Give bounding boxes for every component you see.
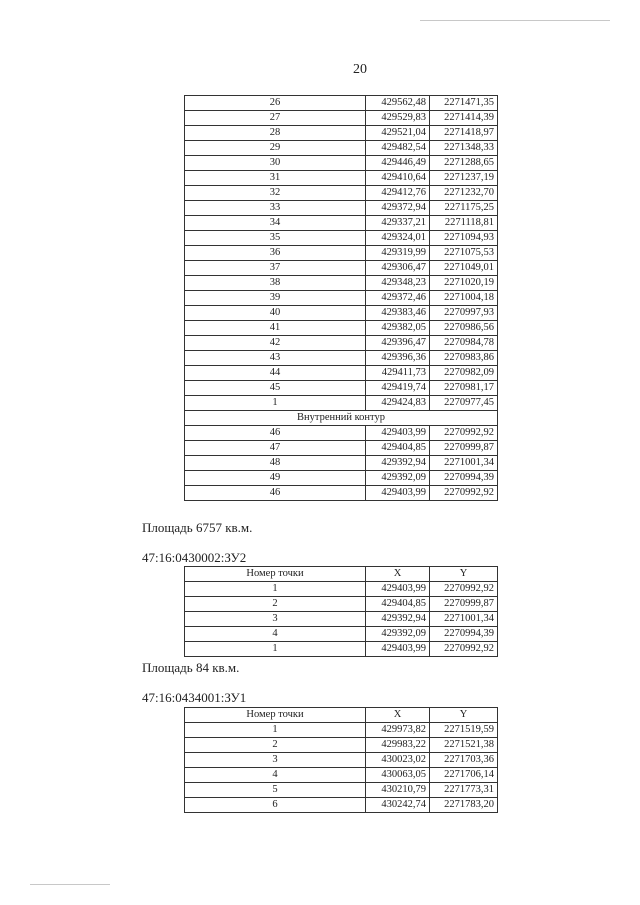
coordinates-table-zu1 xyxy=(184,707,498,813)
y-coordinate: 2271519,59 xyxy=(430,723,498,738)
coordinates-table xyxy=(184,95,498,501)
y-coordinate: 2270977,45 xyxy=(430,396,498,411)
x-coordinate: 429403,99 xyxy=(366,486,430,501)
y-coordinate: 2271118,81 xyxy=(430,216,498,231)
x-coordinate: 429372,46 xyxy=(366,291,430,306)
point-number: 35 xyxy=(185,231,366,246)
y-coordinate: 2270999,87 xyxy=(430,441,498,456)
x-coordinate: 430023,02 xyxy=(366,753,430,768)
point-number: 45 xyxy=(185,381,366,396)
point-number: 48 xyxy=(185,456,366,471)
table-row xyxy=(185,441,498,456)
point-number: 2 xyxy=(185,738,366,753)
y-coordinate: 2271288,65 xyxy=(430,156,498,171)
table-row xyxy=(185,261,498,276)
x-coordinate: 429396,36 xyxy=(366,351,430,366)
table-row xyxy=(185,141,498,156)
y-coordinate: 2271237,19 xyxy=(430,171,498,186)
y-coordinate: 2270992,92 xyxy=(430,426,498,441)
table-row xyxy=(185,216,498,231)
x-coordinate: 429404,85 xyxy=(366,441,430,456)
x-coordinate: 429411,73 xyxy=(366,366,430,381)
y-coordinate: 2271703,36 xyxy=(430,753,498,768)
x-coordinate: 429382,05 xyxy=(366,321,430,336)
point-number: 26 xyxy=(185,96,366,111)
table-row xyxy=(185,582,498,597)
y-coordinate: 2271049,01 xyxy=(430,261,498,276)
table-row xyxy=(185,456,498,471)
table-row xyxy=(185,768,498,783)
table-header xyxy=(185,708,498,723)
x-coordinate: 429424,83 xyxy=(366,396,430,411)
point-number: 33 xyxy=(185,201,366,216)
point-number: 44 xyxy=(185,366,366,381)
x-coordinate: 429419,74 xyxy=(366,381,430,396)
point-number: 46 xyxy=(185,426,366,441)
x-coordinate: 429482,54 xyxy=(366,141,430,156)
point-number: 4 xyxy=(185,627,366,642)
x-coordinate: 429348,23 xyxy=(366,276,430,291)
column-header: X xyxy=(366,567,430,582)
point-number: 41 xyxy=(185,321,366,336)
point-number: 3 xyxy=(185,612,366,627)
y-coordinate: 2270992,92 xyxy=(430,642,498,657)
table-row xyxy=(185,321,498,336)
y-coordinate: 2271232,70 xyxy=(430,186,498,201)
x-coordinate: 429404,85 xyxy=(366,597,430,612)
table-row xyxy=(185,126,498,141)
x-coordinate: 429392,09 xyxy=(366,471,430,486)
y-coordinate: 2271175,25 xyxy=(430,201,498,216)
table-row xyxy=(185,627,498,642)
column-header: Номер точки xyxy=(185,708,366,723)
table-row xyxy=(185,798,498,813)
y-coordinate: 2270999,87 xyxy=(430,597,498,612)
column-header: Y xyxy=(430,567,498,582)
table-row xyxy=(185,381,498,396)
table-row xyxy=(185,351,498,366)
point-number: 30 xyxy=(185,156,366,171)
table-row xyxy=(185,291,498,306)
point-number: 2 xyxy=(185,597,366,612)
x-coordinate: 429383,46 xyxy=(366,306,430,321)
table-row xyxy=(185,486,498,501)
y-coordinate: 2271783,20 xyxy=(430,798,498,813)
point-number: 27 xyxy=(185,111,366,126)
point-number: 32 xyxy=(185,186,366,201)
y-coordinate: 2270983,86 xyxy=(430,351,498,366)
y-coordinate: 2271773,31 xyxy=(430,783,498,798)
table-row xyxy=(185,156,498,171)
table-row xyxy=(185,201,498,216)
scan-artifact xyxy=(30,884,110,885)
x-coordinate: 429412,76 xyxy=(366,186,430,201)
x-coordinate: 429396,47 xyxy=(366,336,430,351)
column-header: X xyxy=(366,708,430,723)
point-number: 34 xyxy=(185,216,366,231)
y-coordinate: 2271075,53 xyxy=(430,246,498,261)
point-number: 1 xyxy=(185,396,366,411)
x-coordinate: 429983,22 xyxy=(366,738,430,753)
table-row xyxy=(185,612,498,627)
table-row xyxy=(185,231,498,246)
point-number: 3 xyxy=(185,753,366,768)
table-row xyxy=(185,723,498,738)
point-number: 39 xyxy=(185,291,366,306)
section-label: Внутренний контур xyxy=(185,411,498,426)
table-row xyxy=(185,276,498,291)
x-coordinate: 430063,05 xyxy=(366,768,430,783)
table-row xyxy=(185,642,498,657)
table-row xyxy=(185,111,498,126)
y-coordinate: 2271004,18 xyxy=(430,291,498,306)
column-header: Номер точки xyxy=(185,567,366,582)
x-coordinate: 429529,83 xyxy=(366,111,430,126)
section-row xyxy=(185,411,498,426)
x-coordinate: 429324,01 xyxy=(366,231,430,246)
point-number: 43 xyxy=(185,351,366,366)
table-row xyxy=(185,753,498,768)
table-row xyxy=(185,186,498,201)
point-number: 29 xyxy=(185,141,366,156)
y-coordinate: 2271094,93 xyxy=(430,231,498,246)
table-row xyxy=(185,366,498,381)
x-coordinate: 429319,99 xyxy=(366,246,430,261)
table-row xyxy=(185,396,498,411)
point-number: 42 xyxy=(185,336,366,351)
x-coordinate: 429392,94 xyxy=(366,612,430,627)
x-coordinate: 429410,64 xyxy=(366,171,430,186)
coordinates-table-zu2 xyxy=(184,566,498,657)
y-coordinate: 2270982,09 xyxy=(430,366,498,381)
y-coordinate: 2271414,39 xyxy=(430,111,498,126)
x-coordinate: 430210,79 xyxy=(366,783,430,798)
point-number: 46 xyxy=(185,486,366,501)
point-number: 1 xyxy=(185,582,366,597)
x-coordinate: 429973,82 xyxy=(366,723,430,738)
table-row xyxy=(185,336,498,351)
y-coordinate: 2271348,33 xyxy=(430,141,498,156)
y-coordinate: 2271418,97 xyxy=(430,126,498,141)
x-coordinate: 429392,94 xyxy=(366,456,430,471)
point-number: 47 xyxy=(185,441,366,456)
y-coordinate: 2270997,93 xyxy=(430,306,498,321)
y-coordinate: 2271471,35 xyxy=(430,96,498,111)
table-row xyxy=(185,738,498,753)
point-number: 4 xyxy=(185,768,366,783)
area-label: Площадь 6757 кв.м. xyxy=(142,520,253,535)
point-number: 40 xyxy=(185,306,366,321)
point-number: 38 xyxy=(185,276,366,291)
table-header xyxy=(185,567,498,582)
x-coordinate: 429403,99 xyxy=(366,426,430,441)
scan-artifact xyxy=(420,20,610,21)
point-number: 1 xyxy=(185,642,366,657)
x-coordinate: 430242,74 xyxy=(366,798,430,813)
x-coordinate: 429562,48 xyxy=(366,96,430,111)
x-coordinate: 429306,47 xyxy=(366,261,430,276)
x-coordinate: 429337,21 xyxy=(366,216,430,231)
y-coordinate: 2270994,39 xyxy=(430,627,498,642)
x-coordinate: 429403,99 xyxy=(366,642,430,657)
table-row xyxy=(185,306,498,321)
y-coordinate: 2271706,14 xyxy=(430,768,498,783)
point-number: 6 xyxy=(185,798,366,813)
y-coordinate: 2271521,38 xyxy=(430,738,498,753)
table-row xyxy=(185,471,498,486)
parcel-number-zu1: 47:16:0434001:ЗУ1 xyxy=(142,690,247,705)
y-coordinate: 2270992,92 xyxy=(430,582,498,597)
y-coordinate: 2270984,78 xyxy=(430,336,498,351)
y-coordinate: 2271001,34 xyxy=(430,612,498,627)
y-coordinate: 2271001,34 xyxy=(430,456,498,471)
y-coordinate: 2271020,19 xyxy=(430,276,498,291)
y-coordinate: 2270986,56 xyxy=(430,321,498,336)
table-row xyxy=(185,246,498,261)
table-row xyxy=(185,783,498,798)
x-coordinate: 429403,99 xyxy=(366,582,430,597)
y-coordinate: 2270981,17 xyxy=(430,381,498,396)
table-row xyxy=(185,597,498,612)
y-coordinate: 2270992,92 xyxy=(430,486,498,501)
table-row xyxy=(185,96,498,111)
point-number: 36 xyxy=(185,246,366,261)
point-number: 1 xyxy=(185,723,366,738)
x-coordinate: 429446,49 xyxy=(366,156,430,171)
point-number: 31 xyxy=(185,171,366,186)
point-number: 5 xyxy=(185,783,366,798)
y-coordinate: 2270994,39 xyxy=(430,471,498,486)
table-row xyxy=(185,426,498,441)
page-number: 20 xyxy=(353,62,367,77)
point-number: 49 xyxy=(185,471,366,486)
point-number: 37 xyxy=(185,261,366,276)
area-label-zu2: Площадь 84 кв.м. xyxy=(142,660,240,675)
x-coordinate: 429521,04 xyxy=(366,126,430,141)
table-row xyxy=(185,171,498,186)
x-coordinate: 429392,09 xyxy=(366,627,430,642)
x-coordinate: 429372,94 xyxy=(366,201,430,216)
column-header: Y xyxy=(430,708,498,723)
parcel-number-zu2: 47:16:0430002:ЗУ2 xyxy=(142,550,247,565)
point-number: 28 xyxy=(185,126,366,141)
